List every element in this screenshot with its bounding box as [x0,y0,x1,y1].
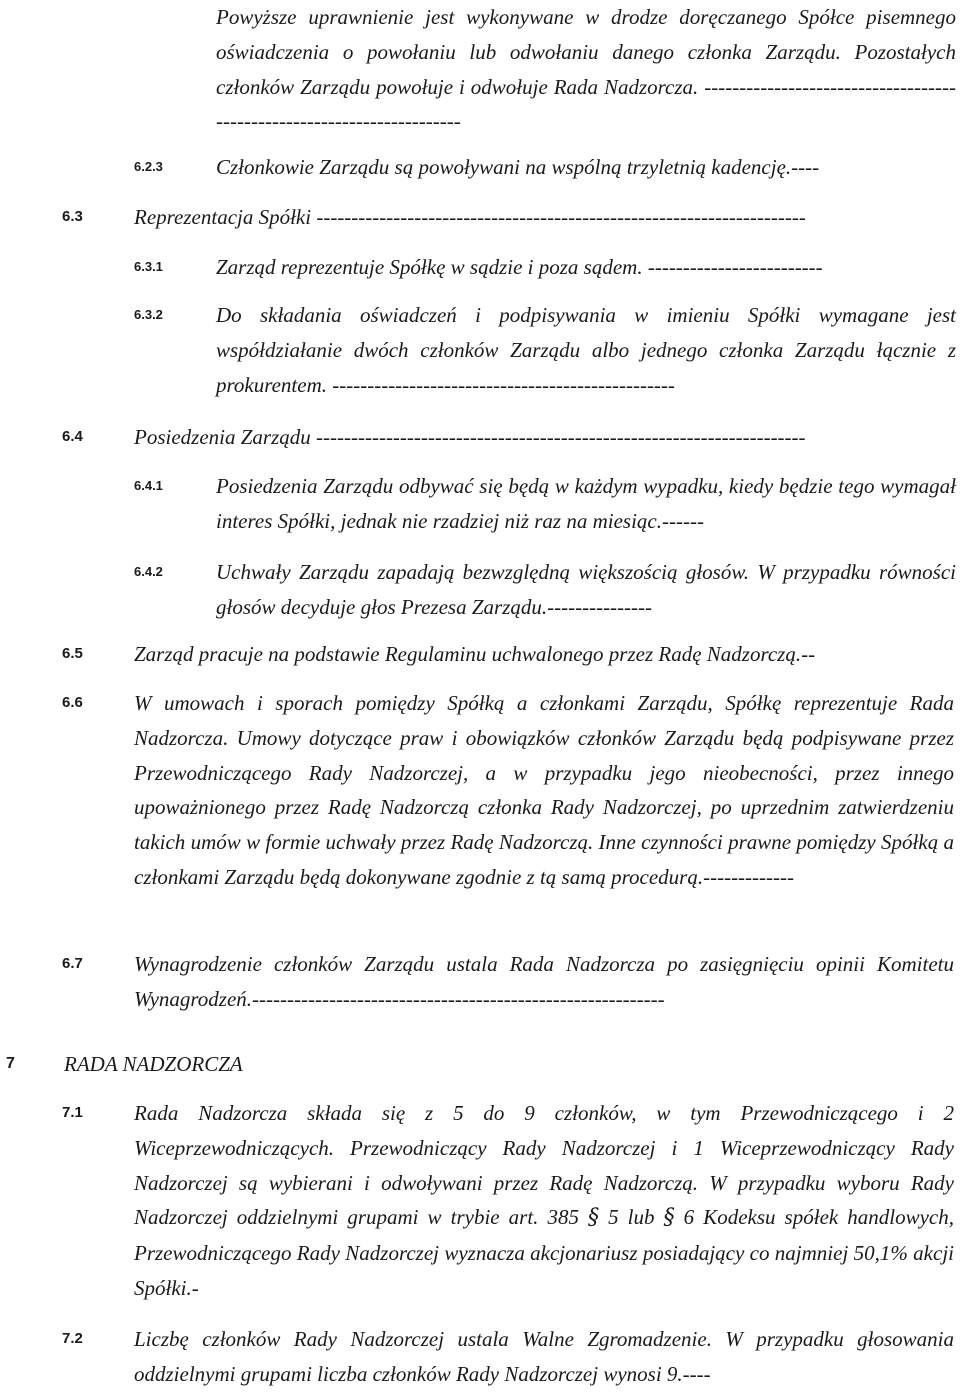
paragraph-text: Członkowie Zarządu są powoływani na wspólną trzyletnią kadencję.---- [216,155,820,179]
paragraph-text: Posiedzenia Zarządu odbywać się będą w każdym wypadku, kiedy będzie tego wymagał interes Spółki, jednak nie rzadziej niż raz na miesiąc.------ [216,474,956,533]
text-part: 6 Kodeksu spółek handlowych, Przewodniczącego Rady Nadzorczej wyznacza akcjonariusz posiadający co najmniej 50,1% akcji Spółki.- [134,1205,955,1300]
paragraph-text [134,1096,954,1306]
section-number: 6.4 [62,428,83,445]
section-number: 6.7 [62,955,83,972]
chapter-title: RADA NADZORCZA [64,1052,243,1076]
paragraph-text: W umowach i sporach pomiędzy Spółką a członkami Zarządu, Spółkę reprezentuje Rada Nadzorcza. Umowy dotyczące praw i obowiązków członków Zarządu będą podpisywane przez Przewodniczącego Rady Nadzorczej, a w przypadku jego nieobecności, przez innego upoważnionego przez Radę Nadzorczą członka Rady Nadzorczej, po uprzednim zatwierdzeniu takich umów w formie uchwały przez Radę Nadzorczą. Inne czynności prawne pomiędzy Spółką a członkami Zarządu będą dokonywane zgodnie z tą samą procedurą.------------- [134,691,954,889]
paragraph-text: Wynagrodzenie członków Zarządu ustala Rada Nadzorcza po zasięgnięciu opinii Komitetu Wynagrodzeń.----------------------------------------------------------- [134,952,954,1011]
paragraph-text: Zarząd reprezentuje Spółkę w sądzie i poza sądem. ------------------------- [216,255,823,279]
chapter-number: 7 [6,1055,15,1072]
section-heading: Posiedzenia Zarządu ---------------------------------------------------------------------- [134,425,806,449]
section-number: 7.2 [62,1330,83,1347]
paragraph-number: 6.2.3 [134,159,163,174]
text-part: Rada Nadzorcza składa się z 5 do 9 członków, w tym Przewodniczącego i 2 Wiceprzewodniczących. Przewodniczący Rady Nadzorczej i 1 Wiceprzewodniczący Rady Nadzorczej są wybierani i odwoływani przez Radę Nadzorczą. W przypadku wyboru Rady Nadzorczej oddzielnymi grupami w trybie art. 385 [134,1101,954,1230]
paragraph-number: 6.3.2 [134,307,163,322]
paragraph-number: 6.4.2 [134,564,163,579]
paragraph-symbol: § [588,1205,600,1231]
paragraph-symbol: § [663,1205,675,1231]
paragraph-text: Liczbę członków Rady Nadzorczej ustala Walne Zgromadzenie. W przypadku głosowania oddzielnymi grupami liczba członków Rady Nadzorczej wynosi 9.---- [134,1327,954,1386]
paragraph-text: Do składania oświadczeń i podpisywania w imieniu Spółki wymagane jest współdziałanie dwóch członków Zarządu albo jednego członka Zarządu łącznie z prokurentem. ------------------------------------------------- [216,303,956,397]
paragraph-intro: Powyższe uprawnienie jest wykonywane w drodze doręczanego Spółce pisemnego oświadczenia o powołaniu lub odwołaniu danego członka Zarządu. Pozostałych członków Zarządu powołuje i odwołuje Rada Nadzorcza. ----------------------------------------------------------------------- [216,5,956,134]
section-number: 6.6 [62,694,83,711]
paragraph-text: Zarząd pracuje na podstawie Regulaminu uchwalonego przez Radę Nadzorczą.-- [134,642,816,666]
paragraph-text: Uchwały Zarządu zapadają bezwzględną większością głosów. W przypadku równości głosów decyduje głos Prezesa Zarządu.--------------- [216,560,956,619]
paragraph-number: 6.4.1 [134,478,163,493]
section-number: 6.5 [62,645,83,662]
section-number: 6.3 [62,208,83,225]
text-part: 5 lub [599,1205,664,1230]
section-number: 7.1 [62,1104,83,1121]
section-heading: Reprezentacja Spółki ---------------------------------------------------------------------- [134,205,806,229]
paragraph-number: 6.3.1 [134,259,163,274]
